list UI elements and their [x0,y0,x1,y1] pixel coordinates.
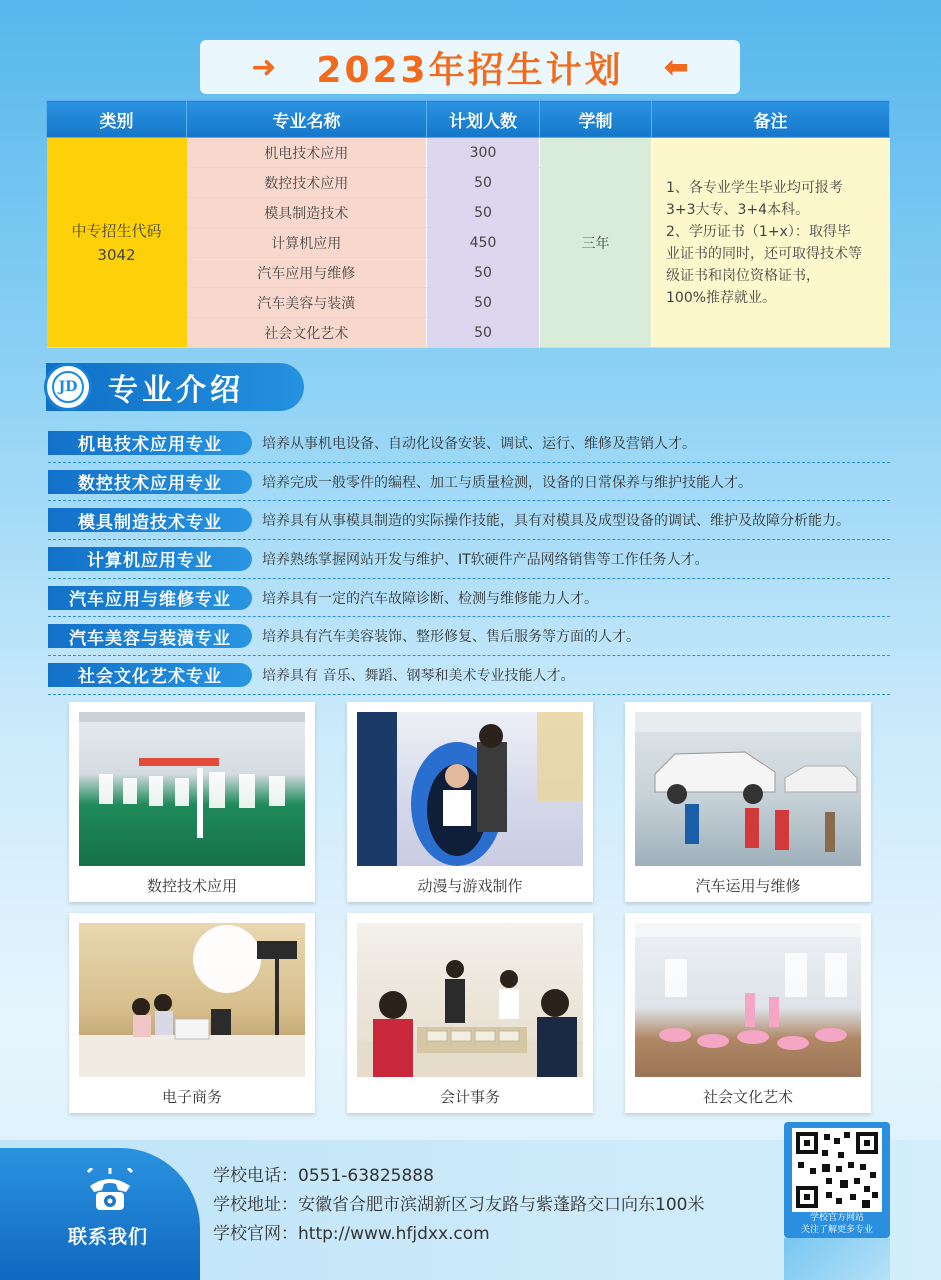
major-name-cell: 计算机应用 [187,228,427,258]
planned-count-cell: 50 [427,198,540,228]
major-intro-header [46,363,304,411]
major-name-cell: 模具制造技术 [187,198,427,228]
list-item [48,579,890,618]
vr-classroom-photo [357,712,583,866]
note-line: 级证书和岗位资格证书， [666,267,820,284]
header-planned-count: 计划人数 [427,101,540,138]
arrow-left-icon: ⬅ [663,49,689,85]
note-line: 1、各专业学生毕业均可报考 [666,179,843,196]
major-description: 培养从事机电设备、自动化设备安装、调试、运行、维修及营销人才。 [262,435,696,452]
header-major-name: 专业名称 [187,101,427,138]
header-notes: 备注 [652,101,890,138]
photo-caption: 汽车运用与维修 [695,877,801,895]
major-description: 培养具有从事模具制造的实际操作技能，具有对模具及成型设备的调试、维护及故障分析能力。 [262,513,850,530]
major-name-cell: 社会文化艺术 [187,318,427,348]
note-line: 2、学历证书（1+x）：取得毕 [666,223,851,240]
planned-count-cell: 450 [427,228,540,258]
page-title: 2023年招生计划 [316,49,624,91]
qr-code-panel [784,1122,890,1238]
major-label: 机电技术应用专业 [48,431,252,455]
photo-card-ecommerce [69,913,315,1113]
major-label: 计算机应用专业 [48,547,252,571]
accounting-class-photo [357,923,583,1077]
planned-count-cell: 50 [427,258,540,288]
school-emblem-icon: JD [44,363,92,411]
category-code-value: 3042 [97,245,136,264]
planned-count-cell: 50 [427,168,540,198]
planned-count-cell: 50 [427,288,540,318]
table-header-row [47,101,890,138]
photo-card-cnc [69,702,315,902]
major-description: 培养熟练掌握网站开发与维护、IT软硬件产品网络销售等工作任务人才。 [262,551,709,568]
major-label: 汽车应用与维修专业 [48,586,252,610]
qr-caption [784,1212,890,1236]
dance-class-photo [635,923,861,1077]
list-item [48,656,890,695]
school-website-link[interactable]: 学校官网：http://www.hfjdxx.com [213,1224,490,1244]
contact-info [213,1162,704,1249]
qr-caption-line: 学校官方网站 [809,1213,864,1223]
header-category: 类别 [47,101,187,138]
photo-caption: 数控技术应用 [146,877,237,895]
major-description: 培养具有 音乐、舞蹈、钢琴和美术专业技能人才。 [262,667,575,684]
major-label: 汽车美容与装潢专业 [48,624,252,648]
photo-card-animation [347,702,593,902]
photo-caption: 电子商务 [161,1088,222,1106]
arrow-right-icon: ➜ [251,49,277,85]
telephone-icon [82,1168,138,1212]
major-label: 数控技术应用专业 [48,470,252,494]
photo-caption: 社会文化艺术 [702,1088,793,1106]
major-description: 培养完成一般零件的编程、加工与质量检测，设备的日常保养与维护技能人才。 [262,474,752,491]
enrollment-plan-table [46,100,890,348]
photo-card-arts [625,913,871,1113]
qr-ribbon [784,1238,890,1280]
auto-repair-photo [635,712,861,866]
category-code-label: 中专招生代码 [71,221,162,240]
page-title-banner [200,40,740,94]
header-duration: 学制 [540,101,652,138]
major-description: 培养具有一定的汽车故障诊断、检测与维修能力人才。 [262,590,598,607]
major-label: 模具制造技术专业 [48,508,252,532]
major-name-cell: 汽车应用与维修 [187,258,427,288]
duration-cell: 三年 [540,138,652,348]
table-row [47,138,890,168]
ecommerce-studio-photo [79,923,305,1077]
major-label: 社会文化艺术专业 [48,663,252,687]
planned-count-cell: 50 [427,318,540,348]
list-item [48,463,890,502]
note-line: 业证书的同时，还可取得技术等 [666,245,862,262]
photo-caption: 动漫与游戏制作 [417,877,523,895]
school-address: 学校地址：安徽省合肥市滨湖新区习友路与紫蓬路交口向东100米 [213,1195,705,1215]
list-item [48,617,890,656]
photo-card-auto [625,702,871,902]
note-line: 3+3大专、3+4本科。 [666,201,810,218]
majors-list [48,424,890,695]
list-item [48,424,890,463]
major-description: 培养具有汽车美容装饰、整形修复、售后服务等方面的人才。 [262,629,640,646]
planned-count-cell: 300 [427,138,540,168]
list-item [48,540,890,579]
photo-caption: 会计事务 [439,1088,500,1106]
qr-code[interactable] [792,1128,882,1212]
note-line: 100%推荐就业。 [666,289,777,306]
category-cell [47,138,187,348]
photo-card-accounting [347,913,593,1113]
notes-cell [652,138,890,348]
major-name-cell: 机电技术应用 [187,138,427,168]
contact-us-title: 联系我们 [68,1226,149,1248]
qr-caption-line: 关注了解更多专业 [800,1225,873,1235]
school-phone: 学校电话：0551-63825888 [213,1166,434,1186]
major-name-cell: 数控技术应用 [187,168,427,198]
workshop-photo [79,712,305,866]
major-intro-title: 专业介绍 [108,373,244,408]
major-name-cell: 汽车美容与装潢 [187,288,427,318]
list-item [48,501,890,540]
